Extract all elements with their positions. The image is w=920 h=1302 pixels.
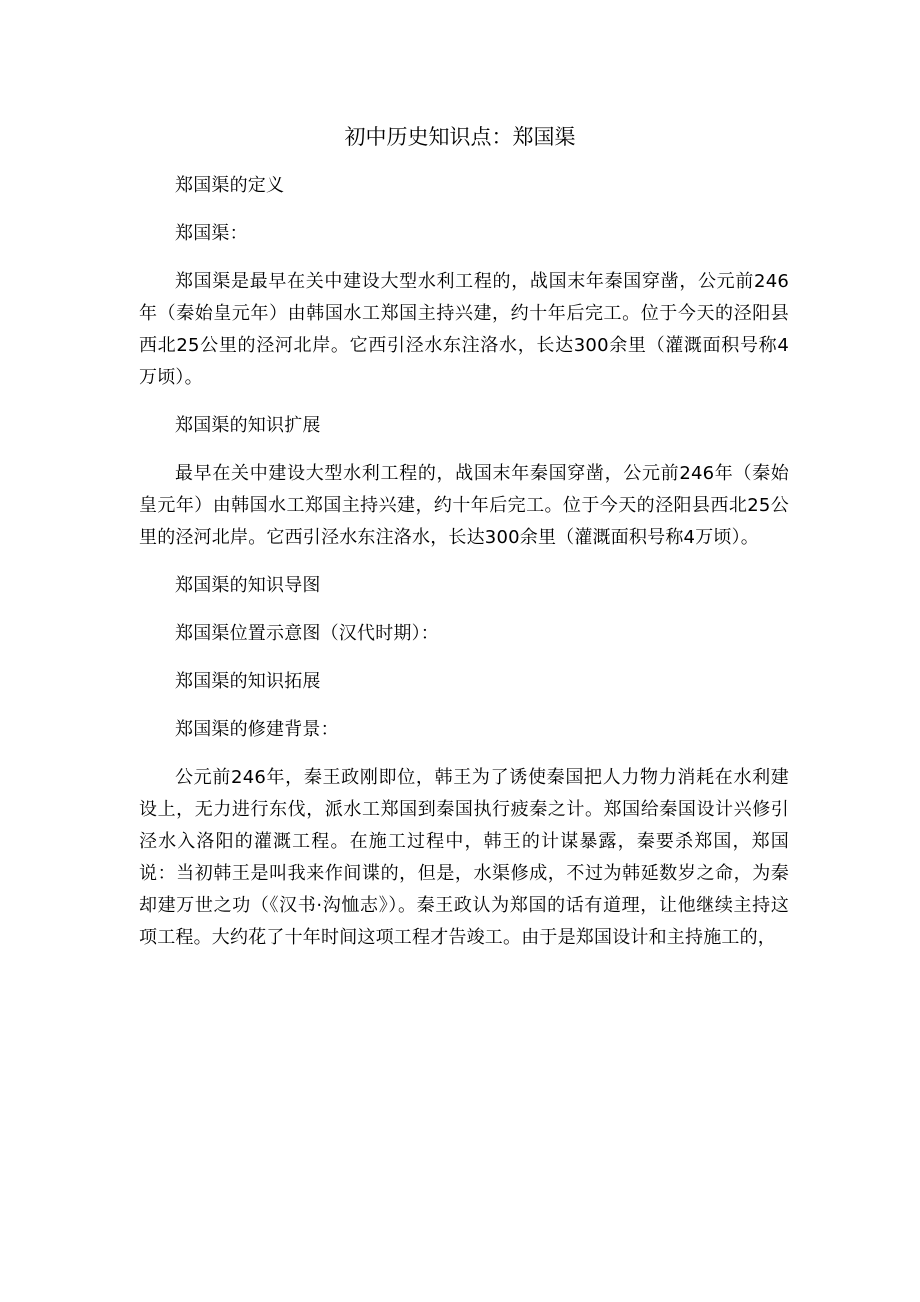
extension-paragraph: 最早在关中建设大型水利工程的，战国末年秦国穿凿，公元前246年（秦始皇元年）由韩国水工郑国主持兴建，约十年后完工。位于今天的泾阳县西北25公里的泾河北岸。它西引泾水东注洛水，长达300余里（灌溉面积号称4万顷）。 (139, 463, 789, 548)
background-subheading: 郑国渠的修建背景： (175, 719, 339, 740)
section-heading-mindmap: 郑国渠的知识导图 (175, 575, 321, 596)
page-title: 初中历史知识点：郑国渠 (344, 125, 576, 149)
term-label: 郑国渠： (175, 223, 248, 244)
location-map-caption: 郑国渠位置示意图（汉代时期）： (175, 623, 439, 644)
section-heading-definition: 郑国渠的定义 (175, 175, 285, 196)
background-paragraph: 公元前246年，秦王政刚即位，韩王为了诱使秦国把人力物力消耗在水利建设上，无力进行东伐，派水工郑国到秦国执行疲秦之计。郑国给秦国设计兴修引泾水入洛阳的灌溉工程。在施工过程中，韩王的计谋暴露，秦要杀郑国，郑国说：当初韩王是叫我来作间谍的，但是，水渠修成，不过为韩延数岁之命，为秦却建万世之功（《汉书·沟恤志》）。秦王政认为郑国的话有道理，让他继续主持这项工程。大约花了十年时间这项工程才告竣工。由于是郑国设计和主持施工的， (139, 767, 789, 948)
section-heading-extension: 郑国渠的知识扩展 (175, 415, 321, 436)
definition-paragraph: 郑国渠是最早在关中建设大型水利工程的，战国末年秦国穿凿，公元前246年（秦始皇元年）由韩国水工郑国主持兴建，约十年后完工。位于今天的泾阳县西北25公里的泾河北岸。它西引泾水东注洛水，长达300余里（灌溉面积号称4万顷）。 (139, 271, 789, 388)
document-body (139, 170, 789, 970)
section-heading-expansion: 郑国渠的知识拓展 (175, 671, 321, 692)
